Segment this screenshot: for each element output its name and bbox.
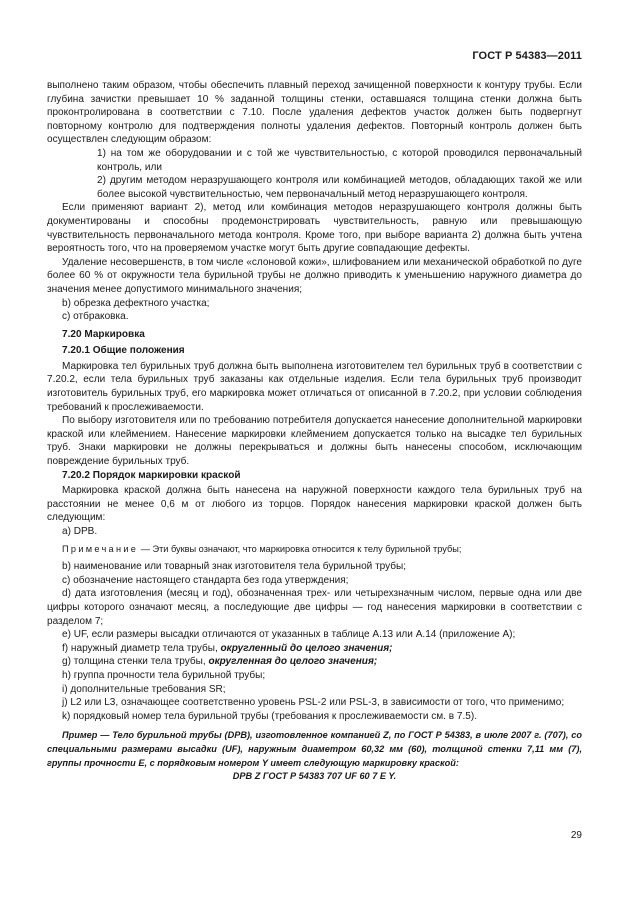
example-text: — Тело бурильной трубы (DPB), изготовленное компанией Z, по ГОСТ Р 54383, в июле 2007 г. (707), со специальными размерами высадки (UF), наружным диаметром 60,32 мм (60), толщиной стенки 7,11 мм (7), группы прочности Е, с порядковым номером Y имеет следующую маркировку краской:: [47, 730, 582, 768]
document-body: [47, 79, 582, 784]
example: [47, 729, 582, 770]
paragraph-paint-marking: Маркировка краской должна быть нанесена на наружной поверхности каждого тела бурильных труб на расстоянии не менее 0,6 м от любого из торцов. Порядок нанесения маркировки краской должен быть следующим:: [47, 485, 582, 524]
list-item-b-cut: b) обрезка дефектного участка;: [62, 297, 210, 309]
paragraph-additional-marking: По выбору изготовителя или по требованию потребителя допускается нанесение дополнительной маркировки краской или клеймением. Нанесение маркировки клеймением допускается только на высадке тел бурильных труб. Знаки маркировки не должны перекрываться и должны быть нанесены способом, исключающим повреждение бурильных труб.: [47, 415, 582, 468]
note-text: — Эти буквы означают, что маркировка относится к телу бурильной трубы;: [138, 543, 462, 554]
list-item-c-reject: c) отбраковка.: [62, 311, 129, 323]
list-item-g-text: g) толщина стенки тела трубы,: [62, 656, 209, 668]
subsection-heading-paint-marking: 7.20.2 Порядок маркировки краской: [62, 469, 241, 481]
subsection-heading-general: 7.20.1 Общие положения: [62, 345, 185, 357]
list-item-d: d) дата изготовления (месяц и год), обозначенная трех- или четырехзначным числом, первые одна или две цифры которого означают месяц, а последующие две цифры — год нанесения маркировки в соответствии с разделом 7;: [47, 588, 582, 627]
list-item-i: i) дополнительные требования SR;: [62, 683, 226, 695]
list-item-j: j) L2 или L3, означающее соответственно уровень PSL-2 или PSL-3, в зависимости от того, что применимо;: [62, 697, 565, 709]
note-label: Примечание: [62, 543, 139, 554]
list-item-f: [47, 642, 582, 656]
paragraph-marking-general: Маркировка тел бурильных труб должна быть выполнена изготовителем тел бурильных труб в соответствии с 7.20.2, если тела бурильных труб заказаны как отдельные изделия. Если тела бурильных труб производит изготовитель бурильных труб, его маркировка может отличаться от описанной в 7.20.2, при условии соблюдения требований к прослеживаемости.: [47, 360, 582, 413]
list-item-option-2: 2) другим методом неразрушающего контроля или комбинацией методов, обладающих такой же или более высокой чувствительностью, чем первоначальный метод неразрушающего контроля.: [97, 175, 582, 200]
note: [47, 543, 582, 557]
list-item-e: e) UF, если размеры высадки отличаются от указанных в таблице А.13 или А.14 (приложение А);: [62, 629, 516, 641]
paragraph-imperfection-removal: Удаление несовершенств, в том числе «слоновой кожи», шлифованием или механической обработкой по дуге более 60 % от окружности тела бурильной трубы не должно приводить к уменьшению наружного диаметра до значения менее допустимого минимального значения;: [47, 256, 582, 295]
list-item-a: a) DPB.: [62, 526, 98, 537]
section-heading-marking: 7.20 Маркировка: [62, 328, 145, 340]
paragraph-cleanup-control: выполнено таким образом, чтобы обеспечить плавный переход зачищенной поверхности к контуру трубы. Если глубина зачистки превышает 10 % заданной толщины стенки, оставшаяся толщина стенки должна быть проконтролирована в соответствии с 7.10. После удаления дефектов участок должен быть подвергнут повторному контролю для подтверждения полноты удаления дефектов. Повторный контроль должен быть осуществлен следующим образом:: [47, 80, 582, 146]
list-item-g-emphasis: округленная до целого значения;: [208, 656, 378, 668]
list-item-c: c) обозначение настоящего стандарта без года утверждения;: [62, 574, 349, 586]
list-item-option-1: 1) на том же оборудовании и с той же чувствительностью, с которой проводился первоначальный контроль, или: [97, 147, 582, 173]
document-header: ГОСТ Р 54383—2011: [472, 50, 582, 62]
list-item-b: b) наименование или товарный знак изготовителя тела бурильной трубы;: [62, 561, 407, 573]
paragraph-option-2-notes: Если применяют вариант 2), метод или комбинация методов неразрушающего контроля должны быть документированы и способны продемонстрировать чувствительность, равную или превышающую чувствительность первоначального метода контроля. Кроме того, при выборе варианта 2) должна быть учтена вероятность того, что на проверяемом участке могут быть другие совпадающие дефекты.: [47, 202, 582, 255]
example-marking-code: DPB Z ГОСТ Р 54383 707 UF 60 7 E Y.: [232, 771, 397, 782]
list-item-g: [47, 655, 582, 669]
example-label: Пример: [62, 730, 98, 741]
list-item-k: k) порядковый номер тела бурильной трубы (требования к прослеживаемости см. в 7.5).: [62, 710, 477, 722]
list-item-f-emphasis: округленный до целого значения;: [220, 642, 393, 654]
page-number: 29: [570, 830, 582, 841]
list-item-f-text: f) наружный диаметр тела трубы,: [62, 642, 221, 654]
list-item-h: h) группа прочности тела бурильной трубы;: [62, 669, 266, 681]
